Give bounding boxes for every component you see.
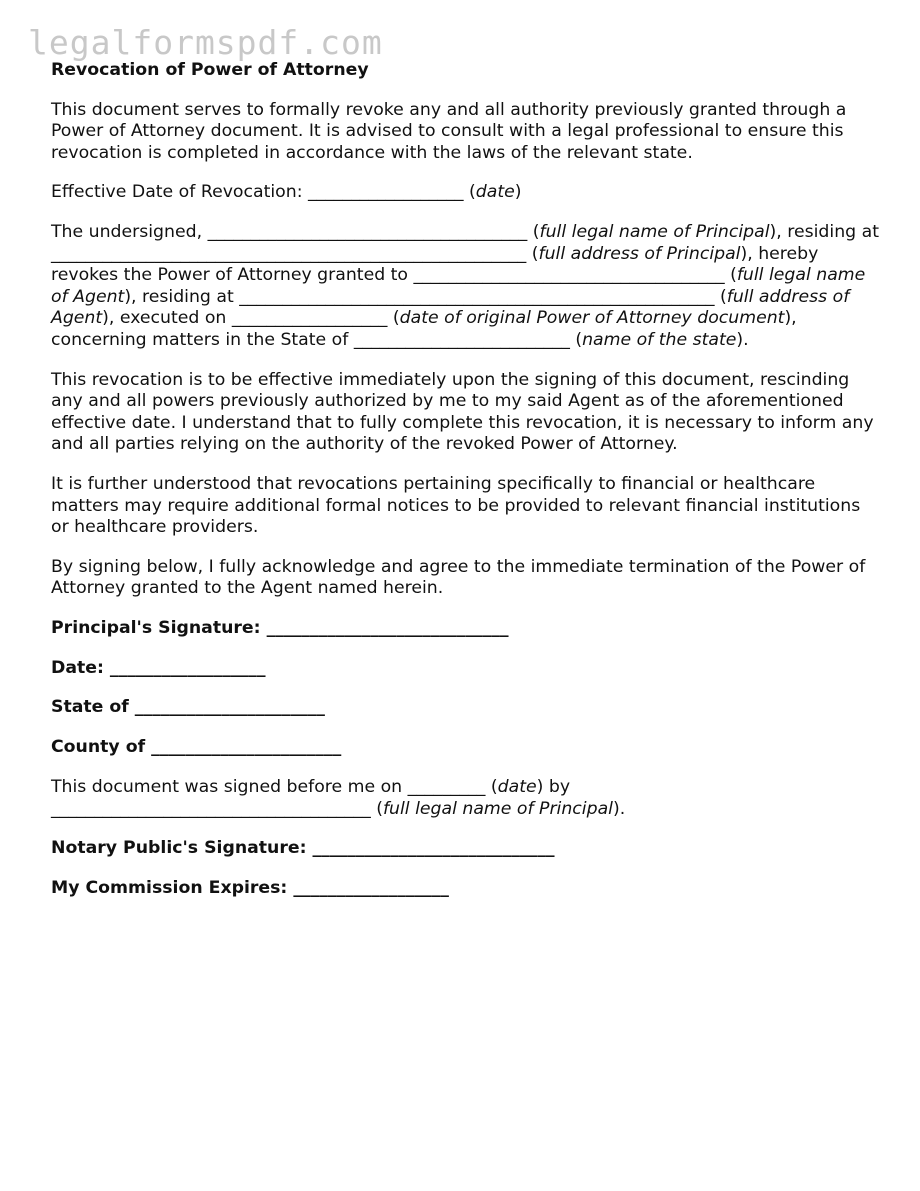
text-segment: ), residing at [769, 221, 879, 242]
text-segment: ). [736, 329, 749, 350]
text-segment: ) by [536, 777, 571, 797]
principal-name-hint: full legal name of Principal [539, 221, 770, 242]
effective-date-field[interactable]: __________________ [308, 182, 464, 203]
text-segment: ), executed on [102, 308, 232, 329]
notary-date-field[interactable]: _________ [407, 777, 486, 797]
commission-expires-label: My Commission Expires: [51, 877, 294, 898]
principal-address-field[interactable]: _______________________________________________________ [51, 243, 527, 264]
county-line [51, 737, 881, 759]
original-poa-date-field[interactable]: __________________ [231, 308, 388, 329]
principal-signature-field[interactable]: ____________________________ [266, 617, 509, 638]
text-segment: This document was signed before me on [51, 777, 408, 797]
text-segment: ), concerning matters in the State of [51, 308, 797, 350]
notary-principal-name-hint: full legal name of Principal [382, 798, 613, 819]
effective-date-line: Effective Date of Revocation: __________________ (date) [51, 182, 522, 203]
principal-signature-line [51, 618, 881, 640]
effective-date-hint: date [475, 182, 515, 203]
text-segment: ), residing at [124, 286, 240, 307]
commission-expires-line [51, 878, 881, 900]
document-title: Revocation of Power of Attorney [51, 60, 369, 80]
notary-date-hint: date [497, 777, 537, 797]
watermark-logo: legalformspdf.com [28, 23, 383, 62]
notary-signature-label: Notary Public's Signature: [51, 838, 313, 859]
state-name-hint: name of the state [582, 329, 737, 350]
state-line [51, 697, 881, 719]
principal-signature-label: Principal's Signature: [51, 617, 267, 638]
undersigned-paragraph: The undersigned, _____________________________________ (full legal name of Principal), residing at _______________________________________________________ (full address of Principal), hereby revokes the Power of Attorney granted to ____________________________________ (full legal name of Agent), residing at _______________________________________________________ (full address of Agent), executed on __________________ (date of original Power of Attorney document), concerning matters in the State of _________________________ (name of the state). [51, 221, 879, 350]
date-line [51, 658, 881, 680]
document-page [51, 60, 881, 918]
date-field[interactable]: __________________ [109, 657, 266, 678]
county-field[interactable]: ______________________ [151, 737, 342, 758]
state-name-field[interactable]: _________________________ [353, 329, 570, 350]
notary-statement: This document was signed before me on _________ (date) by _____________________________________ (full legal name of Principal). [51, 777, 626, 819]
agent-name-hint: full legal name of Agent [51, 265, 866, 307]
text-segment: ), hereby revokes the Power of Attorney granted to [51, 243, 819, 286]
agent-name-field[interactable]: ____________________________________ [413, 265, 725, 286]
acknowledgement-paragraph: By signing below, I fully acknowledge and agree to the immediate termination of the Power of Attorney granted to the Agent named herein. [51, 556, 866, 599]
state-field[interactable]: ______________________ [134, 697, 325, 718]
agent-address-field[interactable]: _______________________________________________________ [239, 286, 715, 307]
principal-address-hint: full address of Principal [538, 243, 741, 264]
text-segment: The undersigned, [51, 221, 208, 242]
date-label: Date: [51, 657, 110, 678]
notary-signature-line [51, 838, 881, 860]
text-segment: ). [612, 798, 626, 819]
notary-principal-name-field[interactable]: _____________________________________ [51, 798, 371, 819]
notary-signature-field[interactable]: ____________________________ [312, 838, 555, 859]
original-poa-date-hint: date of original Power of Attorney document [399, 308, 785, 329]
agent-address-hint: full address of Agent [51, 286, 850, 329]
state-label: State of [51, 697, 135, 718]
effective-date-label: Effective Date of Revocation: [51, 182, 309, 203]
further-paragraph: It is further understood that revocations pertaining specifically to financial or healthcare matters may require additional formal notices to be provided to relevant financial institutions or healthcare providers. [51, 473, 861, 538]
effectiveness-paragraph: This revocation is to be effective immediately upon the signing of this document, rescinding any and all powers previously authorized by me to my said Agent as of the aforementioned effective date. I understand that to fully complete this revocation, it is necessary to inform any and all parties relying on the authority of the revoked Power of Attorney. [51, 369, 874, 455]
commission-expires-field[interactable]: __________________ [293, 877, 449, 898]
principal-name-field[interactable]: _____________________________________ [207, 221, 528, 242]
intro-paragraph: This document serves to formally revoke any and all authority previously granted through a Power of Attorney document. It is advised to consult with a legal professional to ensure this revocation is completed in accordance with the laws of the relevant state. [51, 99, 847, 163]
county-label: County of [51, 737, 152, 758]
